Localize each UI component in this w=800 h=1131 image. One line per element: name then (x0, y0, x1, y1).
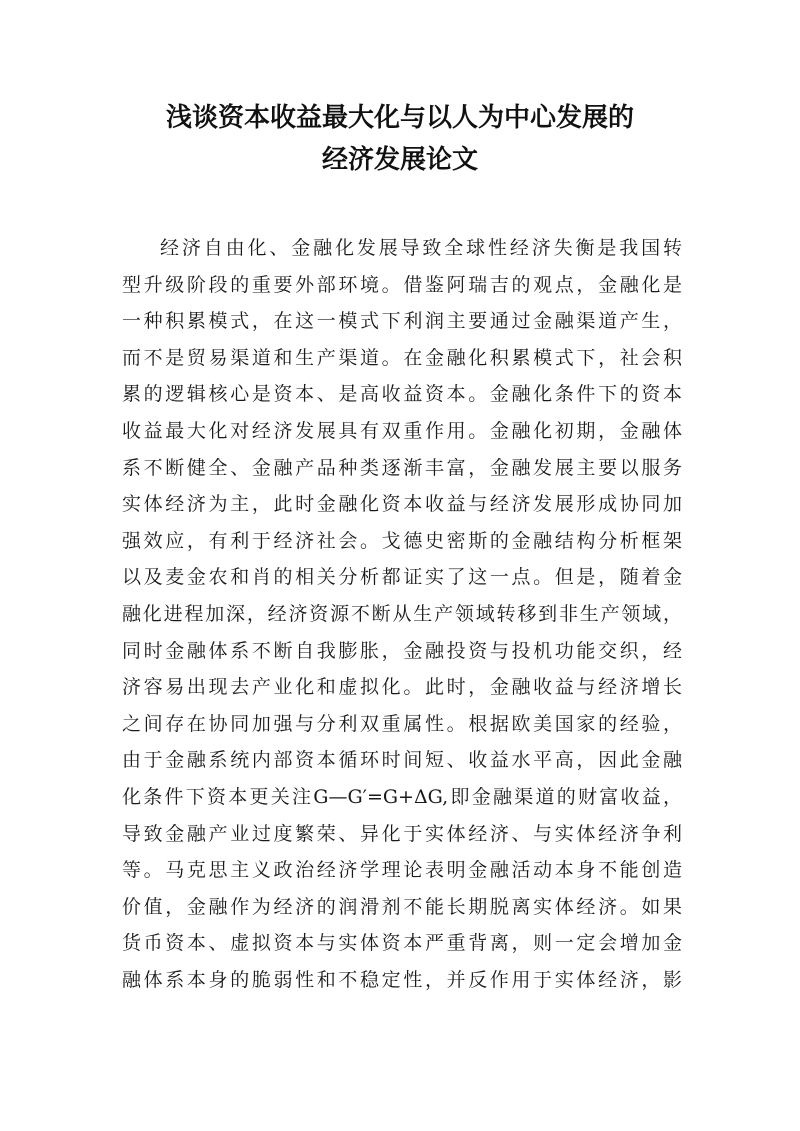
body-line: 同时金融体系不断自我膨胀，金融投资与投机功能交织，经 (122, 639, 682, 662)
body-line: 价值，金融作为经济的润滑剂不能长期脱离实体经济。如果 (122, 895, 682, 918)
body-line: 由于金融系统内部资本循环时间短、收益水平高，因此金融 (122, 749, 682, 772)
document-title-line-2: 经济发展论文 (321, 145, 478, 175)
document-title-line-1: 浅谈资本收益最大化与以人为中心发展的 (165, 103, 634, 133)
body-line: 累的逻辑核心是资本、是高收益资本。金融化条件下的资本 (122, 383, 682, 406)
body-line: 货币资本、虚拟资本与实体资本严重背离，则一定会增加金 (122, 932, 682, 955)
body-line: 融化进程加深，经济资源不断从生产领域转移到非生产领域， (122, 603, 682, 625)
body-line: 经济自由化、金融化发展导致全球性经济失衡是我国转 (160, 237, 682, 259)
body-line: 实体经济为主，此时金融化资本收益与经济发展形成协同加 (122, 493, 682, 516)
body-line: 济容易出现去产业化和虚拟化。此时，金融收益与经济增长 (122, 676, 682, 699)
body-line: 之间存在协同加强与分利双重属性。根据欧美国家的经验， (122, 712, 682, 735)
body-line: 导致金融产业过度繁荣、异化于实体经济、与实体经济争利 (122, 822, 682, 845)
body-line: 一种积累模式，在这一模式下利润主要通过金融渠道产生， (122, 310, 682, 333)
body-line: 融体系本身的脆弱性和不稳定性，并反作用于实体经济，影 (122, 969, 682, 991)
body-line: 收益最大化对经济发展具有双重作用。金融化初期，金融体 (122, 420, 682, 442)
body-line: 等。马克思主义政治经济学理论表明金融活动本身不能创造 (122, 859, 682, 882)
body-line: 以及麦金农和肖的相关分析都证实了这一点。但是，随着金 (122, 566, 682, 589)
body-line: 型升级阶段的重要外部环境。借鉴阿瑞吉的观点，金融化是 (122, 273, 682, 296)
body-line: 强效应，有利于经济社会。戈德史密斯的金融结构分析框架 (122, 529, 682, 552)
body-line: 而不是贸易渠道和生产渠道。在金融化积累模式下，社会积 (122, 346, 682, 369)
body-line: 系不断健全、金融产品种类逐渐丰富，金融发展主要以服务 (122, 456, 682, 479)
body-line: 化条件下资本更关注G—G′=G+ΔG,即金融渠道的财富收益， (122, 786, 682, 808)
